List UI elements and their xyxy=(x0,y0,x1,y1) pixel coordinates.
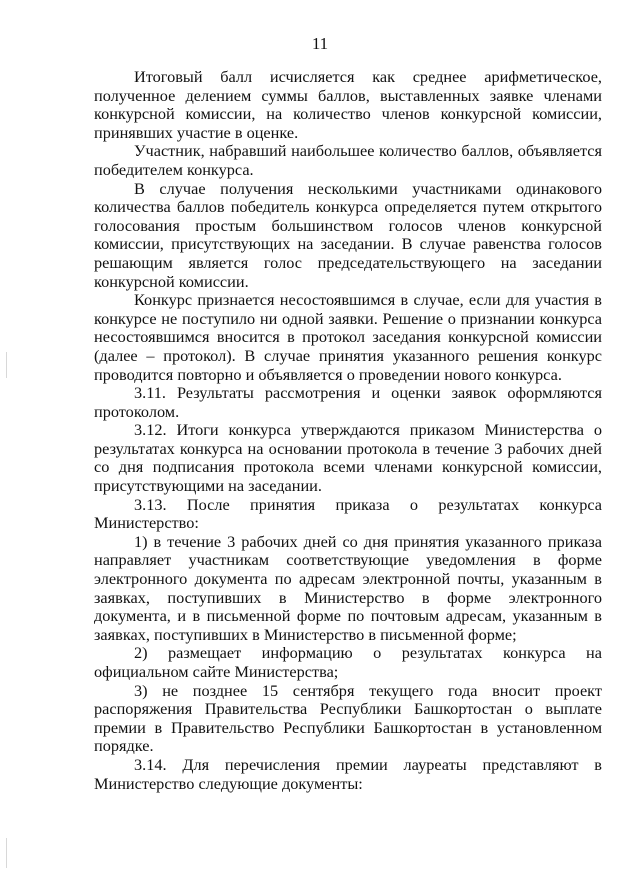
paragraph-3-11: 3.11. Результаты рассмотрения и оценки заявок оформляются протоколом. xyxy=(94,383,602,421)
document-body xyxy=(94,68,602,793)
list-item-3: 3) не позднее 15 сентября текущего года вносит проект распоряжения Правительства Республики Башкортостан о выплате премии в Правительство Республики Башкортостан в установленном порядке. xyxy=(94,680,602,756)
list-item-1: 1) в течение 3 рабочих дней со дня принятия указанного приказа направляет участникам соответствующие уведомления в форме электронного документа по адресам электронной почты, указанным в заявках, поступивших в Министерство в форме электронного документа, и в письменной форме по почтовым адресам, указанным в заявках, поступивших в Министерство в письменной форме; xyxy=(94,531,602,644)
paragraph-contest-void: Конкурс признается несостоявшимся в случае, если для участия в конкурсе не поступило ни одной заявки. Решение о признании конкурса несостоявшимся вносится в протокол заседания конкурсной комиссии (далее – протокол). В случае принятия указанного решения конкурс проводится повторно и объявляется о проведении нового конкурса. xyxy=(94,290,602,384)
paragraph-winner: Участник, набравший наибольшее количество баллов, объявляется победителем конкурса. xyxy=(94,141,602,179)
scan-edge-mark xyxy=(6,352,7,378)
page-number: 11 xyxy=(311,34,329,53)
paragraph-3-12: 3.12. Итоги конкурса утверждаются приказом Министерства о результатах конкурса на основании протокола в течение 3 рабочих дней со дня подписания протокола всеми членами конкурсной комиссии, присутствующими на заседании. xyxy=(94,420,602,496)
scan-edge-mark xyxy=(6,838,7,868)
list-item-2: 2) размещает информацию о результатах конкурса на официальном сайте Министерства; xyxy=(94,643,602,681)
paragraph-final-score: Итоговый балл исчисляется как среднее арифметическое, полученное делением суммы баллов, выставленных заявке членами конкурсной комиссии, на количество членов конкурсной комиссии, принявших участие в оценке. xyxy=(94,67,602,142)
paragraph-3-13: 3.13. После принятия приказа о результатах конкурса Министерство: xyxy=(94,494,602,533)
paragraph-3-14: 3.14. Для перечисления премии лауреаты представляют в Министерство следующие документы: xyxy=(94,754,602,793)
paragraph-tie-vote: В случае получения несколькими участниками одинакового количества баллов победитель конкурса определяется путем открытого голосования простым большинством голосов членов конкурсной комиссии, присутствующих на заседании. В случае равенства голосов решающим является голос председательствующего на заседании конкурсной комиссии. xyxy=(94,178,602,291)
